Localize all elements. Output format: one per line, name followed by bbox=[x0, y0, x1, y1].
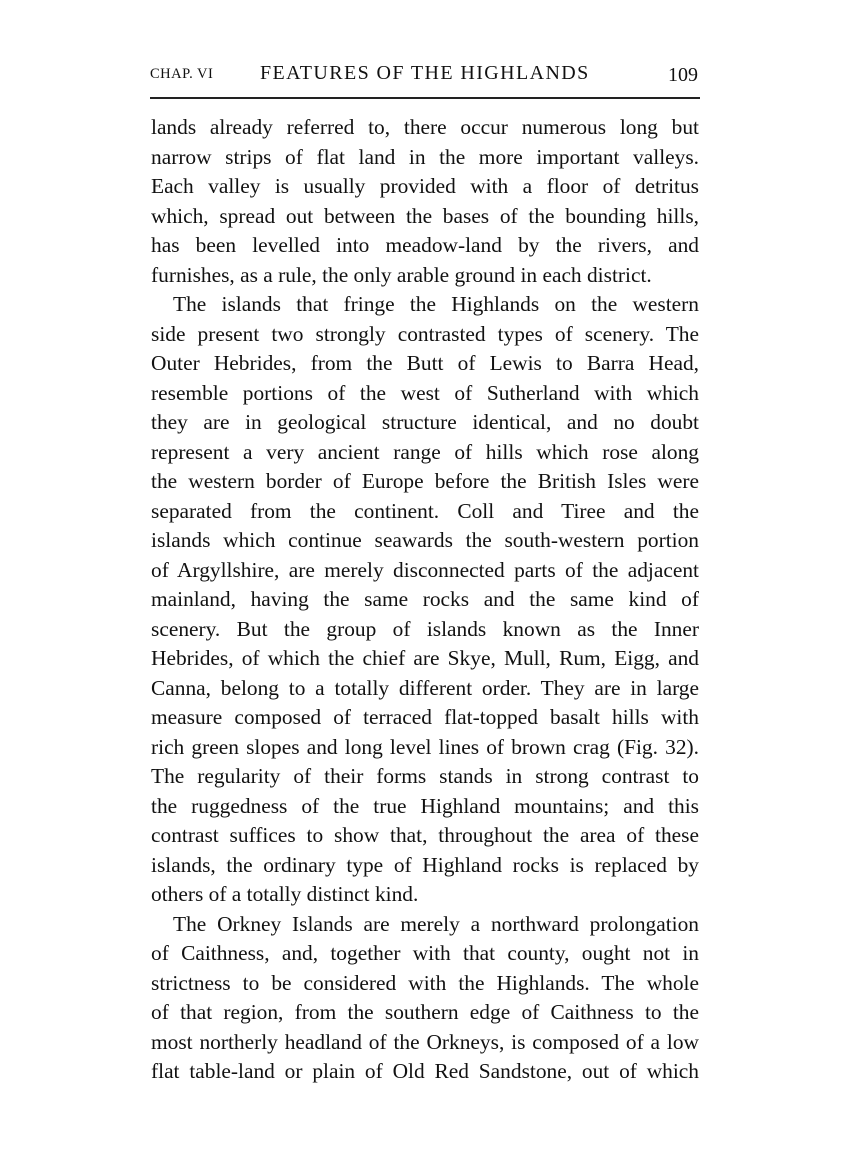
text-line: contrast suffices to show that, throughout the area of these bbox=[151, 823, 699, 847]
text-line: mainland, having the same rocks and the same kind of bbox=[151, 587, 699, 611]
running-title: FEATURES OF THE HIGHLANDS bbox=[260, 62, 590, 84]
text-line: The islands that fringe the Highlands on the western bbox=[173, 292, 699, 316]
text-line: they are in geological structure identical, and no doubt bbox=[151, 410, 699, 434]
text-line: of Argyllshire, are merely disconnected parts of the adjacent bbox=[151, 557, 699, 582]
text-line: resemble portions of the west of Sutherland with which bbox=[151, 380, 699, 405]
text-line: rich green slopes and long level lines of brown crag (Fig. 32). bbox=[151, 734, 699, 759]
text-line: of Caithness, and, together with that county, ought not in bbox=[151, 941, 699, 965]
text-line: islands which continue seawards the south-western portion bbox=[151, 528, 699, 552]
header-rule bbox=[150, 97, 700, 99]
text-line: The regularity of their forms stands in strong contrast to bbox=[151, 764, 699, 788]
text-line: represent a very ancient range of hills which rose along bbox=[151, 439, 699, 464]
text-line: others of a totally distinct kind. bbox=[151, 882, 419, 906]
text-line: the ruggedness of the true Highland mountains; and this bbox=[151, 793, 699, 818]
text-line: furnishes, as a rule, the only arable ground in each district. bbox=[151, 262, 652, 287]
text-line: narrow strips of flat land in the more important valleys. bbox=[151, 144, 699, 169]
text-line: flat table-land or plain of Old Red Sandstone, out of which bbox=[151, 1059, 699, 1083]
running-header bbox=[150, 62, 700, 90]
text-line: of that region, from the southern edge of Caithness to the bbox=[151, 1000, 699, 1024]
text-line: has been levelled into meadow-land by the rivers, and bbox=[151, 233, 699, 257]
body-text bbox=[151, 113, 699, 1087]
text-line: Hebrides, of which the chief are Skye, Mull, Rum, Eigg, and bbox=[151, 646, 699, 670]
text-line: Each valley is usually provided with a floor of detritus bbox=[151, 174, 699, 198]
text-line: strictness to be considered with the Highlands. The whole bbox=[151, 970, 699, 995]
text-line: the western border of Europe before the British Isles were bbox=[151, 469, 699, 493]
text-line: The Orkney Islands are merely a northward prolongation bbox=[173, 911, 699, 936]
text-line: measure composed of terraced flat-topped basalt hills with bbox=[151, 705, 699, 729]
text-line: Canna, belong to a totally different order. They are in large bbox=[151, 675, 699, 700]
text-line: islands, the ordinary type of Highland rocks is replaced by bbox=[151, 852, 699, 877]
text-line: Outer Hebrides, from the Butt of Lewis to Barra Head, bbox=[151, 351, 699, 375]
text-line: lands already referred to, there occur numerous long but bbox=[151, 115, 699, 139]
text-line: which, spread out between the bases of the bounding hills, bbox=[151, 203, 699, 228]
page-number: 109 bbox=[668, 64, 698, 86]
text-line: separated from the continent. Coll and Tiree and the bbox=[151, 498, 699, 523]
text-line: scenery. But the group of islands known as the Inner bbox=[151, 616, 699, 641]
text-line: most northerly headland of the Orkneys, is composed of a low bbox=[151, 1029, 699, 1054]
chapter-label: CHAP. VI bbox=[150, 66, 214, 82]
text-line: side present two strongly contrasted types of scenery. The bbox=[151, 321, 699, 346]
